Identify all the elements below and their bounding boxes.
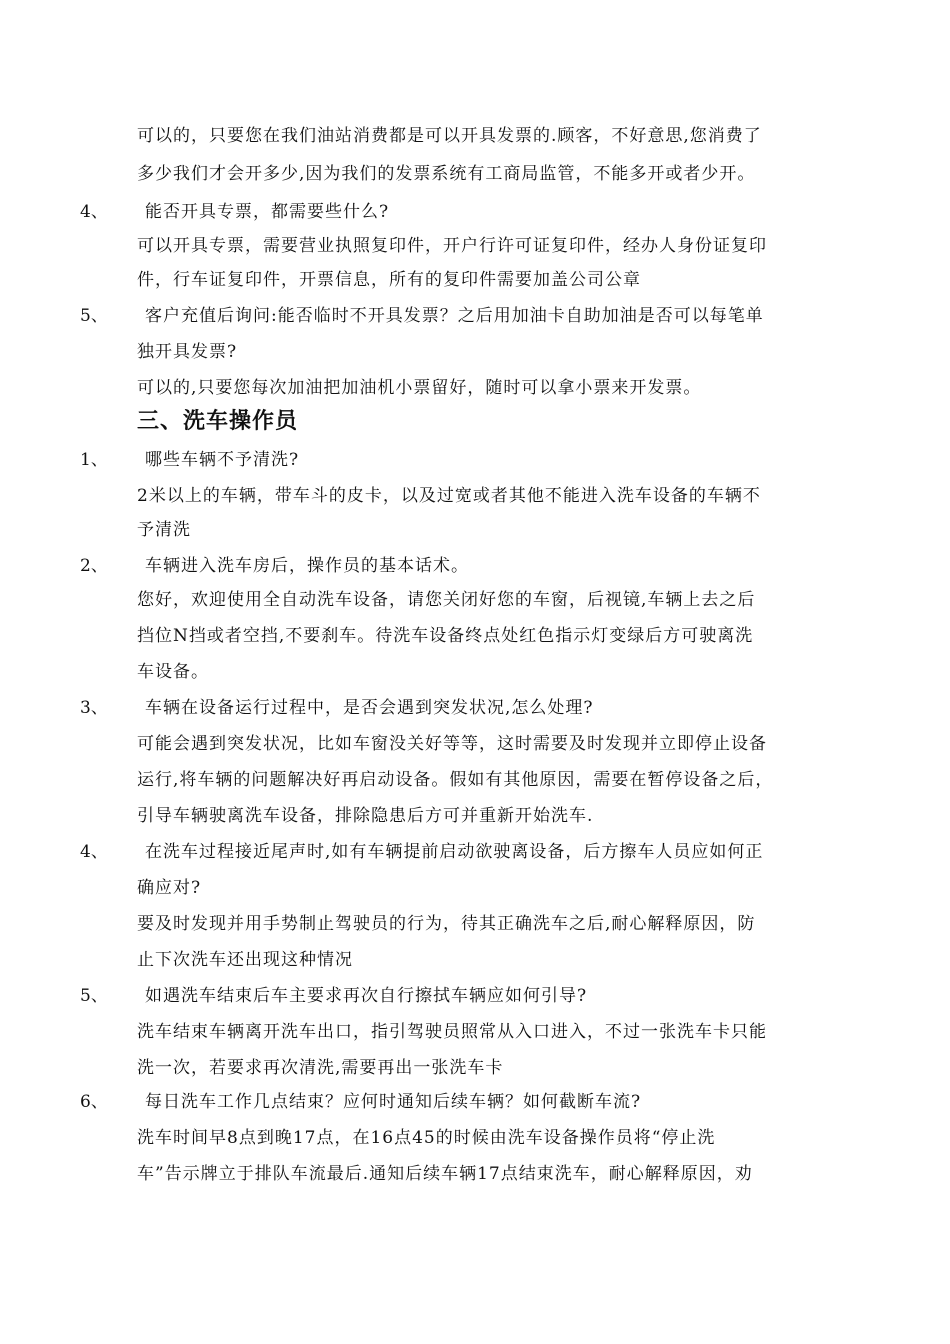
answer-line: 您好，欢迎使用全自动洗车设备，请您关闭好您的车窗，后视镜,车辆上去之后 <box>137 590 756 610</box>
answer-line: 引导车辆驶离洗车设备，排除隐患后方可并重新开始洗车. <box>137 806 594 826</box>
question-line: 如遇洗车结束后车主要求再次自行擦拭车辆应如何引导? <box>145 986 588 1006</box>
item-number: 4、 <box>80 202 108 222</box>
item-number: 5、 <box>80 306 108 326</box>
question-line: 在洗车过程接近尾声时,如有车辆提前启动欲驶离设备，后方擦车人员应如何正 <box>145 842 764 862</box>
question-line: 能否开具专票，都需要些什么? <box>145 202 390 222</box>
question-line: 每日洗车工作几点结束？应何时通知后续车辆？如何截断车流? <box>145 1092 642 1112</box>
answer-line: 可能会遇到突发状况，比如车窗没关好等等，这时需要及时发现并立即停止设备 <box>137 734 767 754</box>
item-number: 4、 <box>80 842 108 862</box>
answer-line: 件，行车证复印件，开票信息，所有的复印件需要加盖公司公章 <box>137 270 641 290</box>
paragraph-line: 多少我们才会开多少,因为我们的发票系统有工商局监管，不能多开或者少开。 <box>137 164 756 184</box>
item-number: 2、 <box>80 556 108 576</box>
answer-line: 运行,将车辆的问题解决好再启动设备。假如有其他原因，需要在暂停设备之后， <box>137 770 774 790</box>
answer-line: 2米以上的车辆，带车斗的皮卡，以及过宽或者其他不能进入洗车设备的车辆不 <box>137 486 761 506</box>
answer-line: 止下次洗车还出现这种情况 <box>137 950 353 970</box>
question-line: 车辆进入洗车房后，操作员的基本话术。 <box>145 556 469 576</box>
answer-line: 可以开具专票，需要营业执照复印件，开户行许可证复印件，经办人身份证复印 <box>137 236 767 256</box>
question-line: 哪些车辆不予清洗? <box>145 450 300 470</box>
question-line: 确应对? <box>137 878 202 898</box>
answer-line: 洗车结束车辆离开洗车出口，指引驾驶员照常从入口进入，不过一张洗车卡只能 <box>137 1022 767 1042</box>
answer-line: 洗一次，若要求再次清洗,需要再出一张洗车卡 <box>137 1058 504 1078</box>
item-number: 6、 <box>80 1092 108 1112</box>
item-number: 5、 <box>80 986 108 1006</box>
answer-line: 予清洗 <box>137 520 191 540</box>
section-heading: 三、洗车操作员 <box>137 409 299 434</box>
answer-line: 可以的,只要您每次加油把加油机小票留好，随时可以拿小票来开发票。 <box>137 378 702 398</box>
question-line: 独开具发票? <box>137 342 238 362</box>
answer-line: 洗车时间早8点到晚17点，在16点45的时候由洗车设备操作员将“停止洗 <box>137 1128 716 1148</box>
answer-line: 车设备。 <box>137 662 209 682</box>
question-line: 车辆在设备运行过程中，是否会遇到突发状况,怎么处理? <box>145 698 594 718</box>
paragraph-line: 可以的，只要您在我们油站消费都是可以开具发票的.顾客，不好意思,您消费了 <box>137 126 762 146</box>
answer-line: 挡位N挡或者空挡,不要刹车。待洗车设备终点处红色指示灯变绿后方可驶离洗 <box>137 626 754 646</box>
item-number: 3、 <box>80 698 108 718</box>
answer-line: 车”告示牌立于排队车流最后.通知后续车辆17点结束洗车，耐心解释原因，劝 <box>137 1164 753 1184</box>
question-line: 客户充值后询问:能否临时不开具发票？之后用加油卡自助加油是否可以每笔单 <box>145 306 764 326</box>
item-number: 1、 <box>80 450 108 470</box>
answer-line: 要及时发现并用手势制止驾驶员的行为，待其正确洗车之后,耐心解释原因，防 <box>137 914 756 934</box>
